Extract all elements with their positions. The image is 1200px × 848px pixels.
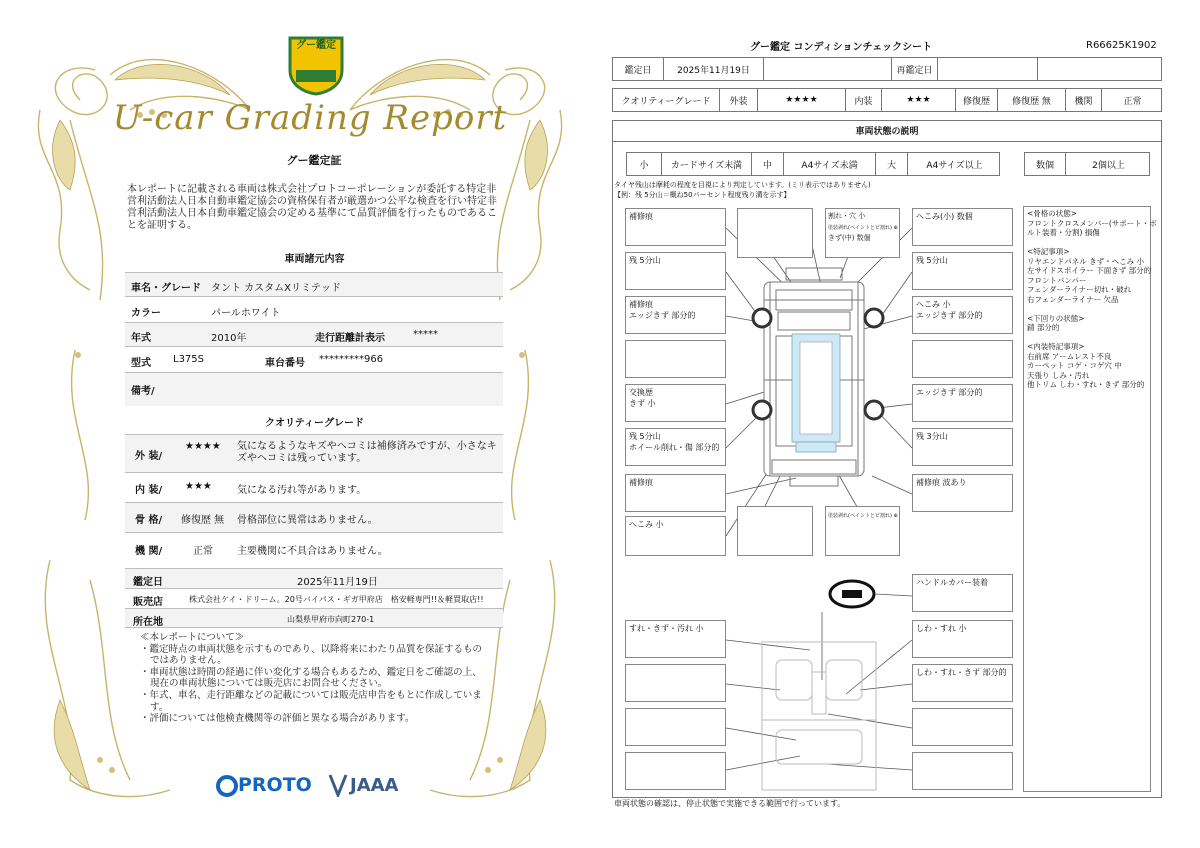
note-item: ・車両状態は時間の経過に伴い変化する場合もあるため、鑑定日をご確認の上、現在の車両状態については販売店にお問合せください。 [140,666,482,690]
size-mid: 中 [751,153,783,175]
jaaa-logo-icon [328,773,348,797]
exterior-stars: ★★★★ [757,89,845,111]
sheet-title: グー鑑定 コンディションチェックシート [750,42,933,53]
interior-box-rear-right [912,752,1013,790]
engine-value: 正常 [193,546,213,557]
spec-row-name [125,272,503,296]
size-small: 小 [639,160,649,171]
tire-box-front-left [625,252,726,290]
address-label: 所在地 [133,617,163,628]
interior-box-steering [912,574,1013,612]
note-item: ・評価については他検査機関等の評価と異なる場合があります。 [140,713,415,725]
spec-row-model [125,346,503,372]
grade-row-exterior [125,434,503,472]
repair-value: 修復歴 無 [997,89,1065,111]
interior-stars: ★★★ [185,481,212,492]
engine-value: 正常 [1101,89,1163,111]
size-mid-desc: A4サイズ未満 [783,153,875,175]
tire-label: 残 5分山 [629,256,661,265]
chassis-label: 車台番号 [265,358,305,369]
damage-box-right-quarter [912,474,1013,512]
interior-label: しわ・すれ・きず 部分的 [916,668,1007,677]
interior-stars: ★★★ [881,89,955,111]
damage-box-front-bumper-left [737,208,813,258]
dealer-value: 株式会社ケイ・ドリーム。20号バイパス・ギガ甲府店 格安軽専門!!＆軽買取店!! [189,595,484,604]
interior-label: 内 装/ [135,485,163,496]
damage-label: へこみ 小 [629,520,664,529]
frame-comment: 骨格部位に異常はありません。 [237,515,378,526]
interior-box-rear-right-seat [912,708,1013,746]
mileage-value: ***** [413,329,438,340]
damage-box-front-bumper [825,208,900,258]
interior-box-front-right-seat [912,620,1013,658]
damage-box-rear-bumper [825,506,900,556]
quality-heading: クオリティーグレード [265,418,364,429]
remarks-label: 備考/ [131,386,155,397]
damage-label: 補修痕 [629,212,653,221]
damage-label: へこみ 小 [916,300,951,309]
tire-label: 残 5分山 [629,432,661,441]
exterior-stars: ★★★★ [185,441,221,452]
size-large: 大 [875,153,907,175]
engine-label: 機関 [1065,89,1101,111]
damage-box-rear-bumper-left [737,506,813,556]
damage-box-left-rear-door [625,384,726,422]
rear-glass [796,442,836,452]
tire-note-2: 【例：残 5分山＝概ね50パーセント程度残り溝を示す】 [614,191,791,199]
report-notes [140,632,490,725]
interior-label: すれ・きず・汚れ 小 [629,624,704,633]
repair-label: 修復歴 [955,89,997,111]
name-value: タント カスタムXリミテッド [211,283,342,294]
footer-logos [214,770,414,802]
damage-label: エッジきず 部分的 [629,311,696,320]
certificate-statement: 本レポートに記載される車両は株式会社プロトコーポレーションが委託する特定非営利活動法人日本自動車鑑定協会の資格保有者が厳選かつ公平な検査を行い特定非営利活動法人日本自動車鑑定協会の定める基準にて品質評価を行ったものであることを証明する。 [127,184,497,231]
proto-logo-text: PROTO [238,774,312,796]
damage-label: きず(中) 数個 [828,234,871,242]
exterior-comment: 気になるようなキズやヘコミは補修済みですが、小さなキズやヘコミは残っています。 [237,441,497,464]
info-row-date [125,568,503,588]
damage-box-front-left [625,208,726,246]
damage-label: きず 小 [629,399,656,408]
car-interior-outline [762,642,876,790]
color-value: パールホワイト [211,308,281,319]
count-label: 数個 [1035,160,1054,171]
tire-box-rear-right [912,428,1013,466]
interior-box-front-left-seat [625,620,726,658]
size-small-desc: カードサイズ未満 [661,153,751,175]
interior-box-left-door [625,664,726,702]
damage-box-front-right [912,208,1013,246]
reference-number: R66625K1902 [1086,40,1157,51]
tire-label: 残 3分山 [916,432,948,441]
report-title: U-car Grading Report [112,98,508,138]
damage-label: エッジきず 部分的 [916,388,983,397]
date-value: 2025年11月19日 [663,58,763,80]
year-label: 年式 [131,333,151,344]
quality-label: クオリティーグレード [621,96,711,107]
damage-label: へこみ(小) 数個 [916,212,973,221]
roof-panel [800,342,832,434]
interior-comment: 気になる汚れ等があります。 [237,485,367,496]
damage-label: 塗装剥れ(ペイントとビ割れ) ⊕ [828,513,898,519]
tire-note-1: タイヤ残山は摩耗の程度を目視により判定しています。(ミリ表示ではありません) [614,181,871,189]
spec-heading: 車両諸元内容 [284,254,345,265]
frame-label: 骨 格/ [135,515,163,526]
tire-label: 残 5分山 [916,256,948,265]
address-value: 山梨県甲府市向町270-1 [287,615,375,624]
model-label: 型式 [131,358,151,369]
engine-label: 機 関/ [135,546,163,557]
interior-box-right-door [912,664,1013,702]
spec-row-color [125,296,503,322]
color-label: カラー [131,308,161,319]
damage-label: 補修痕 波あり [916,478,967,487]
damage-box-left-quarter [625,474,726,512]
interior-label: ハンドルカバー装着 [916,578,988,587]
notes-title: ≪本レポートについて≫ [140,632,245,643]
exterior-label: 外装 [719,89,757,111]
interior-label: しわ・すれ 小 [916,624,967,633]
size-large-desc: A4サイズ以上 [907,153,1001,175]
info-row-address [125,608,503,628]
condition-check-sheet [600,0,1200,848]
grade-row-engine [125,532,503,564]
damage-label: 補修痕 [629,478,653,487]
damage-box-left-fender [625,296,726,334]
damage-label: 補修痕 [629,300,653,309]
note-item: ・鑑定時点の車両状態を示すものであり、以降将来にわたり品質を保証するものではありません。 [140,643,483,667]
damage-box-right-rear-door [912,384,1013,422]
interior-box-rear-left-seat [625,708,726,746]
badge-text: グー鑑定 [296,40,336,51]
tire-box-rear-left [625,428,726,466]
date-label: 鑑定日 [624,65,652,76]
frame-value: 修復歴 無 [181,515,225,526]
note-item: ・年式、車名、走行距離などの記載については販売店申告をもとに作成しています。 [140,689,482,713]
spec-row-year [125,322,503,346]
proto-logo-icon [216,775,238,797]
interior-label: 内装 [845,89,881,111]
damage-label: 塗装剥れ(ペイントとビ割れ) ⊕ [828,225,898,231]
date-value: 2025年11月19日 [297,577,378,588]
damage-label: エッジきず 部分的 [916,311,983,320]
model-value: L375S [173,354,205,365]
dealer-label: 販売店 [133,597,163,608]
reinspect-label: 再鑑定日 [891,58,937,80]
damage-box-right-fender [912,296,1013,334]
grade-row-interior [125,472,503,502]
spec-row-remarks [125,372,503,406]
certificate-subtitle: グー鑑定証 [286,154,342,167]
status-heading: 車両状態の説明 [612,120,1162,142]
info-row-dealer [125,588,503,608]
damage-box-right-front-door [912,340,1013,378]
tire-box-front-right [912,252,1013,290]
steering-wheel-icon [830,581,874,607]
year-value: 2010年 [211,333,247,344]
date-label: 鑑定日 [133,577,163,588]
exterior-label: 外 装/ [135,451,163,462]
count-value: 2個以上 [1065,153,1151,175]
damage-box-left-front-door [625,340,726,378]
sheet-footer-note: 車両状態の確認は、停止状態で実施できる範囲で行っています。 [614,799,846,808]
grade-row-frame [125,502,503,532]
jaaa-logo-text: JAAA [350,775,399,796]
tire-label: ホイール削れ・傷 部分的 [629,443,720,452]
chassis-value: *********966 [319,354,384,365]
damage-label: 割れ・穴 小 [828,212,866,220]
damage-box-rear-left [625,516,726,556]
special-notes-text: <骨格の状態> フロントクロスメンバー(サポート・ボルト装着・分割) 損傷 <特記事項> リヤエンドパネル きず・へこみ 小 左サイドスポイラー 下面きず 部分的 フロントバンパー フェンダーライナー切れ・破れ 右フェンダーライナー 欠品 <下回りの状態> 錆 部分的 <内装特記事項> 右前席 アームレスト不良 カーペット コゲ・コゲ穴 中 天張り しみ・汚れ 他トリム しわ・すれ・きず 部分的 [1027,209,1157,389]
damage-label: 交換歴 [629,388,653,397]
interior-box-rear-left [625,752,726,790]
mileage-label: 走行距離計表示 [315,333,385,344]
name-label: 車名・グレード [131,283,201,294]
engine-comment: 主要機関に不具合はありません。 [237,546,388,557]
